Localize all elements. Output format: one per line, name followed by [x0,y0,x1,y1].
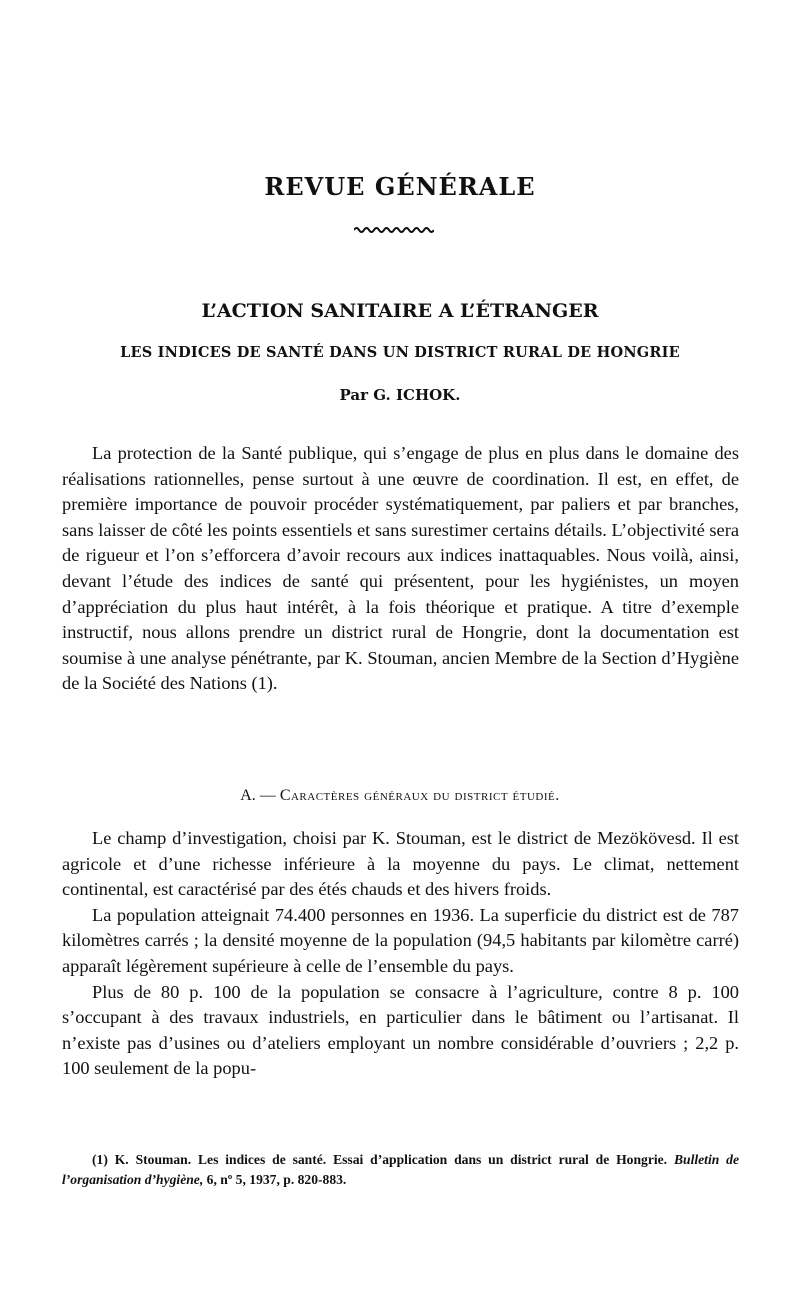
wavy-rule-ornament [354,224,434,236]
footnote-tail: 6, nº 5, 1937, p. 820-883. [206,1172,347,1187]
footnote [62,1150,739,1190]
author-byline: Par G. ICHOK. [339,386,461,404]
section-a-body [62,826,739,1082]
article-subtitle: LES INDICES DE SANTÉ DANS UN DISTRICT RURAL DE HONGRIE [120,344,680,361]
footnote-lead: (1) K. Stouman. Les indices de santé. Essai d’application dans un district rural de Hongrie. [92,1152,668,1167]
section-a-paragraph: Plus de 80 p. 100 de la population se consacre à l’agriculture, contre 8 p. 100 s’occupant à des travaux industriels, en particulier dans le bâtiment ou l’artisanat. Il n’existe pas d’usines ou d’ateliers employant un nombre considérable d’ouvriers ; 2,2 p. 100 seulement de la popu- [62,981,739,1079]
section-a-prefix: A. — [240,787,276,804]
section-a-heading [0,787,800,805]
footnote-text [62,1150,739,1190]
article-title: L’ACTION SANITAIRE A L’ÉTRANGER [201,300,599,322]
intro-paragraph: La protection de la Santé publique, qui s’engage de plus en plus dans le domaine des réalisations rationnelles, pense surtout à une œuvre de coordination. Il est, en effet, de première importance de pouvoir procéder systématiquement, par paliers et par branches, sans laisser de côté les points essentiels et sans surestimer certains détails. L’objectivité sera de rigueur et l’on s’efforcera d’avoir recours aux indices inattaquables. Nous voilà, ainsi, devant l’étude des indices de santé qui présentent, pour les hygiénistes, un moyen d’appréciation du plus haut intérêt, à la fois théorique et pratique. A titre d’exemple instructif, nous allons prendre un district rural de Hongrie, dont la documentation est soumise à une analyse pénétrante, par K. Stouman, ancien Membre de la Section d’Hygiène de la Société des Nations (1). [62,443,739,694]
journal-section-title: REVUE GÉNÉRALE [264,172,536,201]
section-a-title: Caractères généraux du district étudié. [279,787,560,804]
intro-section [62,441,739,697]
footnote-journal: Bulletin de l’organisation d’hygiène, [62,1152,739,1187]
section-a-paragraph: La population atteignait 74.400 personnes en 1936. La superficie du district est de 787 kilomètres carrés ; la densité moyenne de la population (94,5 habitants par kilomètre carré) apparaît légèrement supérieure à celle de l’ensemble du pays. [62,904,739,976]
section-a-paragraph: Le champ d’investigation, choisi par K. Stouman, est le district de Mezökövesd. Il est agricole et d’une richesse inférieure à la moyenne du pays. Le climat, nettement continental, est caractérisé par des étés chauds et des hivers froids. [62,828,739,900]
